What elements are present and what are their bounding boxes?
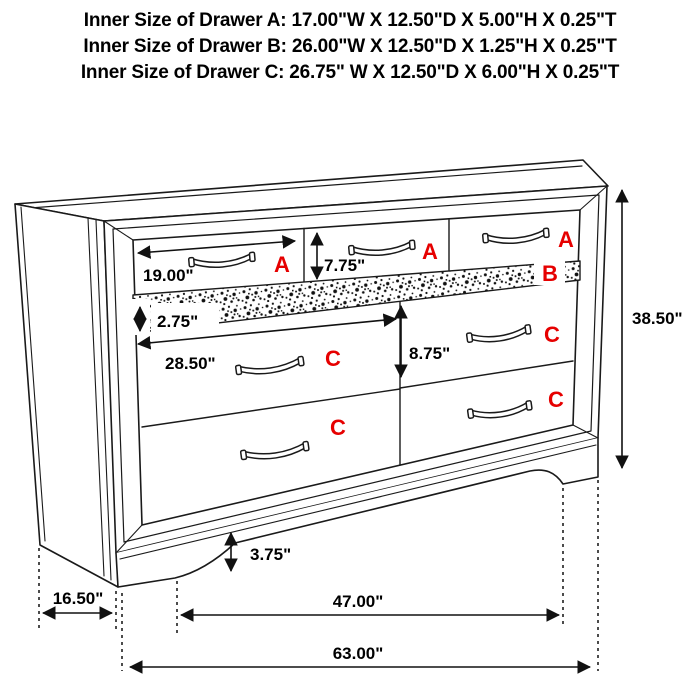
dim-drawer-a-height-label: 7.75" (324, 256, 366, 275)
inner-size-line-a: Inner Size of Drawer A: 17.00"W X 12.50"D X 5.00"H X 0.25"T (83, 10, 617, 31)
dim-feet-span-label: 47.00" (332, 592, 384, 611)
dim-drawer-a-width-label: 19.00" (143, 266, 194, 285)
drawer-c-right-top-label: C (544, 322, 560, 347)
dim-depth (43, 589, 112, 613)
dim-band-height (131, 299, 219, 335)
drawer-b-label: B (542, 261, 558, 286)
dim-overall-width (130, 644, 590, 667)
dim-drawer-c-width-label: 28.50" (165, 354, 216, 373)
dim-overall-width-label: 63.00" (332, 644, 384, 663)
inner-size-line-b: Inner Size of Drawer B: 26.00"W X 12.50"D X 1.25"H X 0.25"T (83, 36, 617, 57)
dim-band-height-label: 2.75" (157, 312, 199, 331)
dim-foot-height-label: 3.75" (250, 545, 292, 564)
cabinet-side-panel (15, 204, 118, 587)
drawer-a3-label: A (558, 227, 574, 252)
cabinet (15, 160, 608, 587)
dim-depth-label: 16.50" (52, 589, 104, 608)
drawer-c-left-bottom-label: C (330, 415, 346, 440)
drawer-c-right-bottom-label: C (548, 387, 564, 412)
dim-overall-height (622, 190, 683, 468)
inner-size-line-c: Inner Size of Drawer C: 26.75" W X 12.50"D X 6.00"H X 0.25"T (80, 62, 620, 83)
drawer-a1-label: A (274, 252, 290, 277)
dim-feet-span (181, 592, 559, 615)
drawer-a2-label: A (422, 239, 438, 264)
dim-drawer-c-height-label: 8.75" (409, 344, 451, 363)
drawer-c-left-top-label: C (325, 346, 341, 371)
dim-overall-height-label: 38.50" (632, 309, 683, 328)
